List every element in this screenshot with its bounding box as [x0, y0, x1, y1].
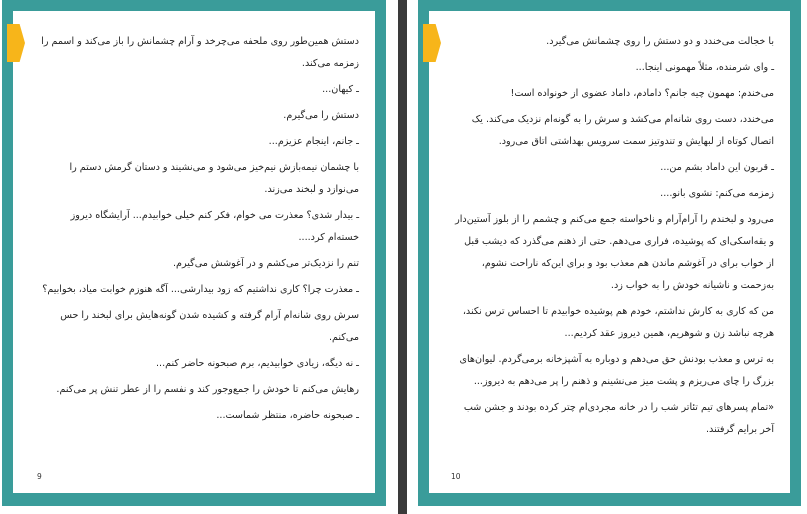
paragraph: زمزمه می‌کنم: نشوی بانو....	[660, 188, 774, 199]
paragraph: ـ معذرت چرا؟ کاری نداشتیم که زود بیدارشی... آگه هنوزم خوابت میاد، بخوابیم؟	[42, 284, 359, 295]
paragraph: با چشمان نیمه‌بازش نیم‌خیز می‌شود و می‌نشیند و دستان گرمش دستم را می‌نوازد و لبخند می‌زند.	[69, 162, 359, 195]
paragraph: ـ جانم، اینجام عزیزم...	[268, 136, 359, 147]
paragraph: ـ نه دیگه، زیادی خوابیدیم، برم صبحونه حاضر کنم...	[155, 358, 359, 369]
paragraph: ـ قربون این داماد بشم من...	[660, 162, 774, 173]
page-sheet-left	[13, 11, 375, 493]
page-number: 10	[451, 472, 461, 481]
paragraph: به ترس و معذب بودنش حق می‌دهم و دوباره به آشپزخانه برمی‌گردم. لیوان‌های بزرگ را چای می‌ریزم و پشت میز می‌نشینم و ذهنم را پر می‌دهم به دیروز...	[459, 354, 774, 387]
paragraph: رهایش می‌کنم تا خودش را جمع‌وجور کند و نفسم را از عطر تنش پر می‌کنم.	[56, 384, 359, 395]
paragraph: «تمام پسرهای تیم تئاتر شب را در خانه مجردی‌ام چتر کرده بودند و جشن شب آخر برایم گرفتند.	[463, 402, 774, 435]
paragraph: دستش همین‌طور روی ملحفه می‌چرخد و آرام چشمانش را باز می‌کند و اسمم را زمزمه می‌کند.	[41, 36, 359, 69]
paragraph: ـ بیدار شدی؟ معذرت می خوام، فکر کنم خیلی خوابیدم... آرایشگاه دیروز خسته‌ام کرد....	[70, 210, 359, 243]
page-number: 9	[37, 472, 42, 481]
page-right	[418, 0, 801, 506]
paragraph: ـ وای شرمنده، مثلاً مهمونی اینجا...	[635, 62, 774, 73]
paragraph: می‌خندد، دست روی شانه‌ام می‌کشد و سرش را به گونه‌ام نزدیک می‌کند. یک اتصال کوتاه از لبهایش و تندوتیز سمت سرویس بهداشتی اتاق می‌رود.	[471, 114, 774, 147]
paragraph: سرش روی شانه‌ام آرام گرفته و کشیده شدن گونه‌هایش برای لبخند را حس می‌کنم.	[60, 310, 359, 343]
paragraph: می‌خندم: مهمون چیه جانم؟ دامادم، داماد عضوی از خونواده است!	[510, 88, 774, 99]
paragraph: می‌رود و لبخندم را آرام‌آرام و ناخواسته جمع می‌کنم و چشمم را از بلوز آستین‌دار و یقه‌اسکی‌ای که پوشیده، فراری می‌دهم. حتی از ذهنم می‌گذرد که دیشب قبل از خواب برای در آغوشم ماندن هم معذب بود و برای این‌که ناراحت نشوم، به‌زحمت و ناشیانه خودش را به خواب زد.	[455, 214, 774, 291]
paragraph: ـ کیهان...	[322, 84, 359, 95]
paragraph: تنم را نزدیک‌تر می‌کشم و در آغوشش می‌گیرم.	[172, 258, 359, 269]
page-left	[2, 0, 386, 506]
paragraph: دستش را می‌گیرم.	[283, 110, 359, 121]
paragraph: ـ صبحونه حاضره، منتظر شماست...	[216, 410, 359, 421]
book-gutter	[398, 0, 407, 514]
page-text-right	[455, 31, 774, 445]
page-text-left	[39, 31, 359, 431]
paragraph: من که کاری به کارش نداشتم، خودم هم پوشیده خوابیدم تا احساس ترس نکند، هرچه نباشد زن و شوهریم، همین دیروز عقد کردیم...	[462, 306, 774, 339]
paragraph: با خجالت می‌خندد و دو دستش را روی چشمانش می‌گیرد.	[546, 36, 774, 47]
page-sheet-right	[429, 11, 790, 493]
